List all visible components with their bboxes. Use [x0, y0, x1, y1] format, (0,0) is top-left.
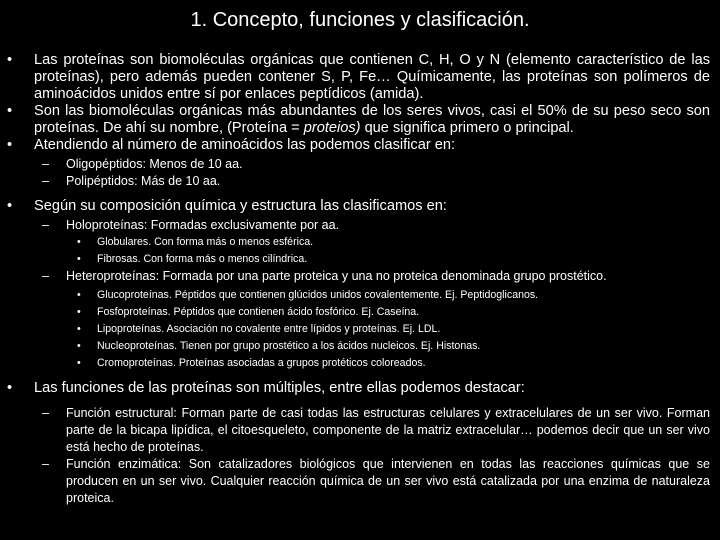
bullet-abundance	[7, 103, 710, 137]
bullet-classification-aa	[7, 137, 710, 154]
bullet-marker: •	[7, 137, 13, 153]
sub-item-funcion-enzimatica	[42, 456, 710, 507]
sub-item-text: Función enzimática: Son catalizadores biológicos que intervienen en todas las reacciones químicas que se producen en un ser vivo. Cualquier reacción química de un ser vivo está catalizada por una enzima de naturaleza proteica.	[66, 457, 710, 505]
bullet-text: Las funciones de las proteínas son múltiples, entre ellas podemos destacar:	[34, 380, 525, 396]
bullet-text: Las proteínas son biomoléculas orgánicas que contienen C, H, O y N (elemento característico de las proteínas), pero además pueden contener S, P, Fe… Químicamente, las proteínas son polímeros de aminoácidos unidos entre sí por enlaces peptídicos (amida).	[34, 52, 710, 102]
bullet-marker: •	[7, 198, 13, 214]
bullet-text: Según su composición química y estructura las clasificamos en:	[34, 198, 447, 214]
sub-sub-item-text: Lipoproteínas. Asociación no covalente entre lípidos y proteínas. Ej. LDL.	[97, 323, 441, 335]
sub-sub-item-text: Glucoproteínas. Péptidos que contienen glúcidos unidos covalentemente. Ej. Peptidoglicanos.	[97, 289, 539, 301]
bullet-marker: •	[77, 253, 81, 265]
sub-item-oligopeptidos	[42, 156, 710, 173]
sub-sub-item-text: Cromoproteínas. Proteínas asociadas a grupos protéticos coloreados.	[97, 357, 426, 369]
bullet-marker: •	[77, 340, 81, 352]
bullet-marker: •	[77, 236, 81, 248]
sub-item-text: Heteroproteínas: Formada por una parte proteica y una no proteica denominada grupo prostético.	[66, 269, 607, 283]
sub-item-text: Oligopéptidos: Menos de 10 aa.	[66, 157, 243, 171]
bullet-marker: •	[77, 289, 81, 301]
slide-body	[0, 52, 720, 507]
bullet-classification-composition	[7, 198, 710, 215]
sub-item-text: Función estructural: Forman parte de casi todas las estructuras celulares y extracelulares de un ser vivo. Forman parte de la bicapa lipídica, el citoesqueleto, componente de la matriz extracelular… podemos decir que un ser vivo está hecho de proteínas.	[66, 406, 710, 454]
sub-item-holoproteinas	[42, 217, 710, 234]
bullet-marker: •	[77, 357, 81, 369]
sub-sub-item-text: Fibrosas. Con forma más o menos cilíndrica.	[97, 253, 308, 265]
dash-marker: –	[42, 269, 49, 283]
bullet-functions	[7, 380, 710, 397]
dash-marker: –	[42, 457, 49, 471]
sub-sub-item-glucoproteinas	[77, 287, 707, 304]
sub-sub-item-nucleoproteinas	[77, 338, 707, 355]
sub-sub-item-lipoproteinas	[77, 321, 707, 338]
slide-title: 1. Concepto, funciones y clasificación.	[190, 9, 530, 31]
sub-sub-item-cromoproteinas	[77, 355, 707, 372]
bullet-marker: •	[77, 306, 81, 318]
dash-marker: –	[42, 406, 49, 420]
bullet-concept	[7, 52, 710, 103]
bullet-text: Son las biomoléculas orgánicas más abundantes de los seres vivos, casi el 50% de su peso seco son proteínas. De ahí su nombre, (Proteína =	[34, 103, 710, 136]
sub-sub-item-fibrosas	[77, 251, 707, 268]
bullet-marker: •	[7, 380, 13, 396]
bullet-text: Atendiendo al número de aminoácidos las podemos clasificar en:	[34, 137, 456, 153]
sub-item-text: Holoproteínas: Formadas exclusivamente por aa.	[66, 218, 340, 232]
dash-marker: –	[42, 174, 49, 188]
bullet-marker: •	[77, 323, 81, 335]
sub-sub-item-text: Nucleoproteínas. Tienen por grupo prostético a los ácidos nucleicos. Ej. Histonas.	[97, 340, 481, 352]
dash-marker: –	[42, 218, 49, 232]
sub-item-heteroproteinas	[42, 268, 710, 285]
bullet-text-italic: proteios)	[303, 120, 361, 136]
bullet-text: que significa primero o principal.	[360, 120, 574, 136]
sub-sub-item-globulares	[77, 234, 707, 251]
bullet-marker: •	[7, 103, 13, 119]
sub-item-funcion-estructural	[42, 405, 710, 456]
sub-sub-item-fosfoproteinas	[77, 304, 707, 321]
sub-sub-item-text: Fosfoproteínas. Péptidos que contienen ácido fosfórico. Ej. Caseína.	[97, 306, 420, 318]
bullet-marker: •	[7, 52, 13, 68]
sub-item-polipeptidos	[42, 173, 710, 190]
sub-item-text: Polipéptidos: Más de 10 aa.	[66, 174, 221, 188]
dash-marker: –	[42, 157, 49, 171]
sub-sub-item-text: Globulares. Con forma más o menos esférica.	[97, 236, 314, 248]
